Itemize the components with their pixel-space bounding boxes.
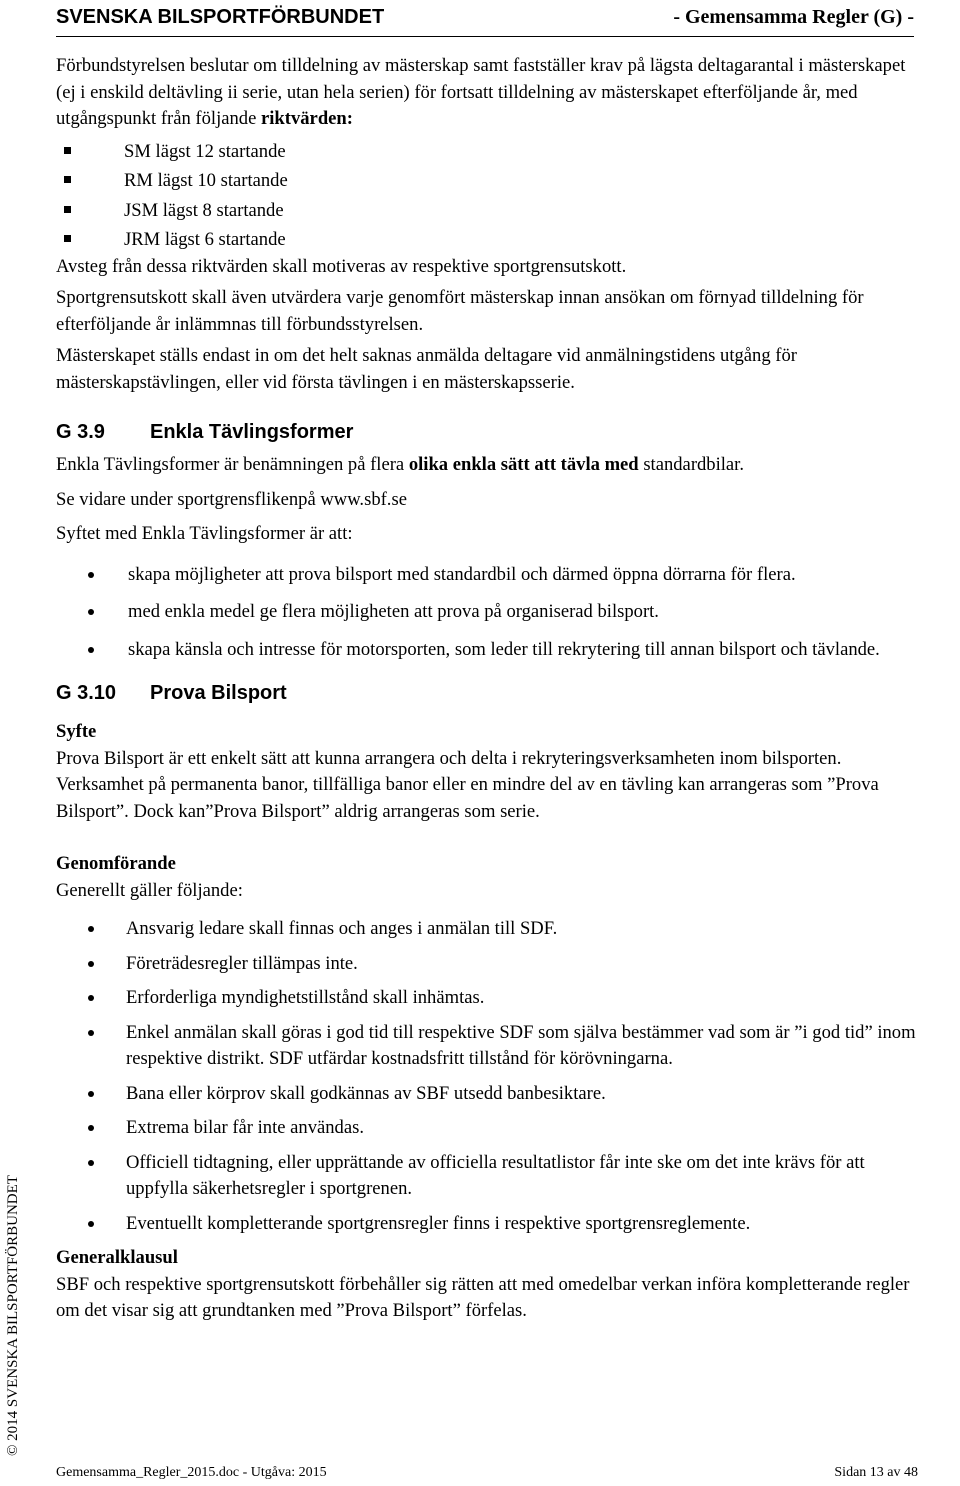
section-heading-g310 [56,679,916,707]
bullet-icon [88,1125,94,1131]
bullet-icon [88,572,94,578]
generalklausul-paragraph: SBF och respektive sportgrensutskott förbehåller sig rätten att med omedelbar verkan införa kompletterande regler om det visar sig att grundtanken med ”Prova Bilsport” förfelas. [56,1273,910,1321]
list-item: Extrema bilar får inte användas. [56,1115,916,1142]
bullet-icon [88,647,94,653]
list-item: Officiell tidtagning, eller upprättande av officiella resultatlistor får inte ske om det inte krävs för att uppfylla säkerhetsregler i sportgrenen. [56,1150,916,1203]
bullet-icon [88,1160,94,1166]
list-item: skapa möjligheter att prova bilsport med standardbil och därmed öppna dörrarna för flera. [56,562,916,589]
bullet-icon [88,926,94,932]
list-item: Bana eller körprov skall godkännas av SBF utsedd banbesiktare. [56,1081,916,1108]
utvardering-paragraph: Sportgrensutskott skall även utvärdera varje genomfört mästerskap innan ansökan om förnyad tilldelning för efterföljande år inlämmnas till förbundsstyrelsen. [56,287,864,335]
list-item: Erforderliga myndighetstillstånd skall inhämtas. [56,985,916,1012]
bullet-icon [88,1221,94,1227]
syfte-paragraph: Prova Bilsport är ett enkelt sätt att kunna arrangera och delta i rekryteringsverksamheten inom bilsporten. Verksamhet på permanenta banor, tillfälliga banor eller en mindre del av en tävling kan arrangeras som ”Prova Bilsport”. Dock kan”Prova Bilsport” aldrig arrangeras som serie. [56,747,879,822]
riktvarden-list [56,137,916,255]
section-title: Prova Bilsport [150,682,287,704]
avsteg-paragraph: Avsteg från dessa riktvärden skall motiveras av respektive sportgrensutskott. [56,255,627,277]
bullet-icon [88,1030,94,1036]
g39-link-paragraph: Se vidare under sportgrensflikenpå www.sbf.se [56,488,407,510]
generalklausul-heading: Generalklausul [56,1247,178,1268]
section-number: G 3.9 [56,421,105,443]
syfte-heading: Syfte [56,721,97,742]
header-org: SVENSKA BILSPORTFÖRBUNDET [56,6,385,28]
genomforande-intro: Generellt gäller följande: [56,879,243,901]
g39-purpose-list [56,562,916,664]
g39-paragraph: Enkla Tävlingsformer är benämningen på flera olika enkla sätt att tävla med standardbilar. [56,454,744,475]
intro-paragraph-text: Förbundstyrelsen beslutar om tilldelning av mästerskap samt fastställer krav på lägsta deltagarantal i mästerskapet (ej i enskild deltävling ii serie, utan hela serien) för fortsatt tilldelning av mästerskapet efterföljande år, med utgångspunkt från följande [56,55,906,129]
genomforande-list [56,916,916,1237]
header-rule [56,36,914,37]
list-item: Företrädesregler tillämpas inte. [56,951,916,978]
list-item: JSM lägst 8 startande [64,196,916,226]
intro-paragraph-bold: riktvärden: [261,108,353,129]
bullet-icon [88,1091,94,1097]
section-title: Enkla Tävlingsformer [150,421,354,443]
intro-paragraph [56,53,916,133]
square-bullet-icon [64,235,71,242]
list-item: Eventuellt kompletterande sportgrensregler finns i respektive sportgrensreglemente. [56,1211,916,1238]
bullet-icon [88,995,94,1001]
section-heading-g39 [56,418,916,446]
copyright-sidebar: © 2014 SVENSKA BILSPORTFÖRBUNDET [5,1175,21,1456]
list-item: RM lägst 10 startande [64,166,916,196]
bullet-icon [88,609,94,615]
page-footer [56,1458,916,1480]
square-bullet-icon [64,176,71,183]
list-item: skapa känsla och intresse för motorsporten, som leder till rekrytering till annan bilsport och tävlande. [56,637,916,664]
list-item: Enkel anmälan skall göras i god tid till respektive SDF som själva bestämmer vad som är ”i god tid” inom respektive distrikt. SDF utfärdar kostnadsfritt tillstånd för körövningarna. [56,1020,916,1073]
page-header [56,5,914,31]
g39-purpose-intro: Syftet med Enkla Tävlingsformer är att: [56,523,353,544]
bullet-icon [88,961,94,967]
page-content [56,53,916,1330]
square-bullet-icon [64,206,71,213]
list-item: Ansvarig ledare skall finnas och anges i anmälan till SDF. [56,916,916,943]
list-item: JRM lägst 6 startande [64,225,916,255]
footer-page-number: Sidan 13 av 48 [834,1465,918,1480]
square-bullet-icon [64,147,71,154]
header-section: - Gemensamma Regler (G) - [673,6,914,28]
section-number: G 3.10 [56,682,117,704]
list-item: med enkla medel ge flera möjligheten att prova på organiserad bilsport. [56,599,916,626]
installt-paragraph: Mästerskapet ställs endast in om det helt saknas anmälda deltagare vid anmälningstidens utgång för mästerskapstävlingen, eller vid första tävlingen i en mästerskapsserie. [56,345,797,393]
genomforande-heading: Genomförande [56,853,176,874]
list-item: SM lägst 12 startande [64,137,916,167]
footer-document: Gemensamma_Regler_2015.doc - Utgåva: 2015 [56,1465,327,1480]
